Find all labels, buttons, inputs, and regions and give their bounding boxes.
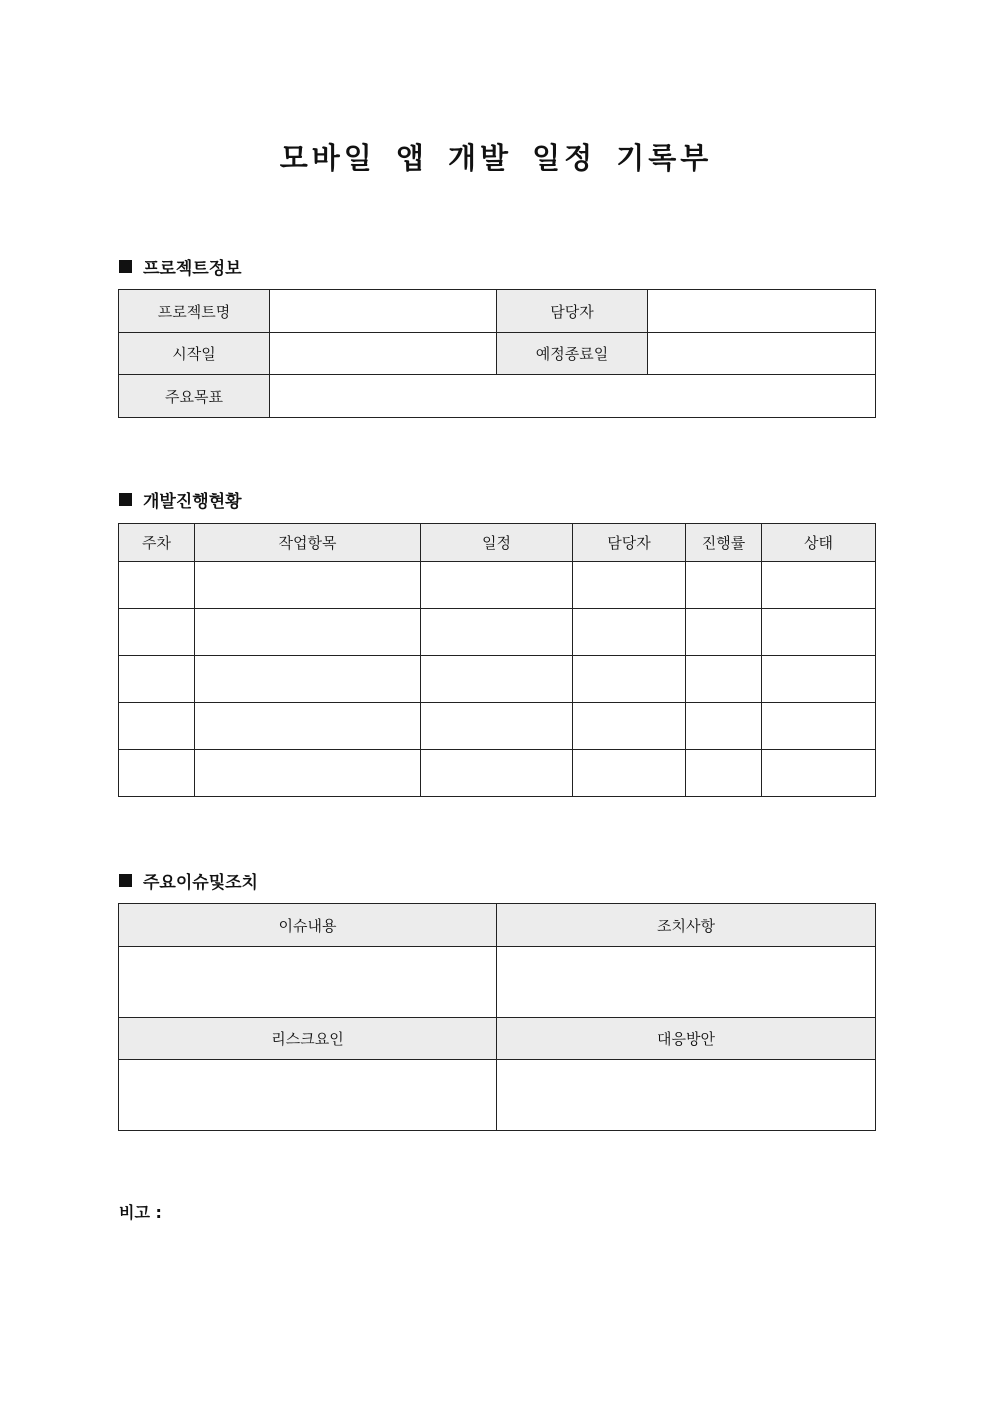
table-row	[119, 562, 876, 609]
document-title: 모바일 앱 개발 일정 기록부	[279, 141, 713, 175]
manager-cell[interactable]	[573, 750, 686, 797]
table-row	[119, 333, 876, 375]
status-cell[interactable]	[762, 609, 876, 656]
column-header-progress-rate: 진행률	[686, 524, 762, 562]
square-bullet-icon	[119, 874, 132, 887]
main-goal-label: 주요목표	[119, 375, 270, 418]
issues-table	[118, 903, 876, 1131]
remarks-label: 비고 :	[119, 1203, 162, 1222]
progress-rate-cell[interactable]	[686, 656, 762, 703]
progress-rate-cell[interactable]	[686, 750, 762, 797]
project-name-label: 프로젝트명	[119, 290, 270, 333]
task-cell[interactable]	[195, 656, 421, 703]
project-name-field[interactable]	[270, 290, 497, 333]
status-cell[interactable]	[762, 562, 876, 609]
schedule-cell[interactable]	[421, 750, 573, 797]
main-goal-field[interactable]	[270, 375, 876, 418]
week-cell[interactable]	[119, 562, 195, 609]
column-header-status: 상태	[762, 524, 876, 562]
manager-field[interactable]	[648, 290, 876, 333]
progress-rate-cell[interactable]	[686, 562, 762, 609]
section-heading-label: 프로젝트정보	[143, 259, 242, 279]
manager-cell[interactable]	[573, 703, 686, 750]
schedule-cell[interactable]	[421, 656, 573, 703]
column-header-schedule: 일정	[421, 524, 573, 562]
action-items-header: 조치사항	[497, 904, 876, 947]
column-header-task: 작업항목	[195, 524, 421, 562]
progress-rate-cell[interactable]	[686, 609, 762, 656]
risk-factor-header: 리스크요인	[119, 1018, 497, 1060]
schedule-cell[interactable]	[421, 609, 573, 656]
issue-content-field[interactable]	[119, 947, 497, 1018]
expected-end-date-label: 예정종료일	[497, 333, 648, 375]
week-cell[interactable]	[119, 750, 195, 797]
task-cell[interactable]	[195, 562, 421, 609]
column-header-manager: 담당자	[573, 524, 686, 562]
table-row	[119, 1060, 876, 1131]
status-cell[interactable]	[762, 750, 876, 797]
response-plan-field[interactable]	[497, 1060, 876, 1131]
table-row	[119, 375, 876, 418]
response-plan-header: 대응방안	[497, 1018, 876, 1060]
manager-cell[interactable]	[573, 562, 686, 609]
section-heading-project-info	[119, 254, 242, 279]
start-date-label: 시작일	[119, 333, 270, 375]
square-bullet-icon	[119, 260, 132, 273]
issue-content-header: 이슈내용	[119, 904, 497, 947]
table-header-row	[119, 904, 876, 947]
table-row	[119, 750, 876, 797]
week-cell[interactable]	[119, 609, 195, 656]
action-items-field[interactable]	[497, 947, 876, 1018]
risk-factor-field[interactable]	[119, 1060, 497, 1131]
square-bullet-icon	[119, 493, 132, 506]
section-heading-issues	[119, 868, 258, 893]
status-cell[interactable]	[762, 656, 876, 703]
manager-cell[interactable]	[573, 656, 686, 703]
section-heading-label: 주요이슈및조치	[143, 873, 258, 893]
schedule-cell[interactable]	[421, 562, 573, 609]
task-cell[interactable]	[195, 750, 421, 797]
table-row	[119, 947, 876, 1018]
table-row	[119, 290, 876, 333]
table-row	[119, 609, 876, 656]
manager-cell[interactable]	[573, 609, 686, 656]
task-cell[interactable]	[195, 703, 421, 750]
expected-end-date-field[interactable]	[648, 333, 876, 375]
table-row	[119, 656, 876, 703]
manager-label: 담당자	[497, 290, 648, 333]
week-cell[interactable]	[119, 656, 195, 703]
table-header-row	[119, 524, 876, 562]
task-cell[interactable]	[195, 609, 421, 656]
progress-rate-cell[interactable]	[686, 703, 762, 750]
section-heading-progress	[119, 487, 242, 512]
table-row	[119, 703, 876, 750]
table-header-row	[119, 1018, 876, 1060]
status-cell[interactable]	[762, 703, 876, 750]
section-heading-label: 개발진행현황	[143, 492, 242, 512]
project-info-table	[118, 289, 876, 418]
week-cell[interactable]	[119, 703, 195, 750]
schedule-cell[interactable]	[421, 703, 573, 750]
column-header-week: 주차	[119, 524, 195, 562]
progress-table	[118, 523, 876, 797]
start-date-field[interactable]	[270, 333, 497, 375]
